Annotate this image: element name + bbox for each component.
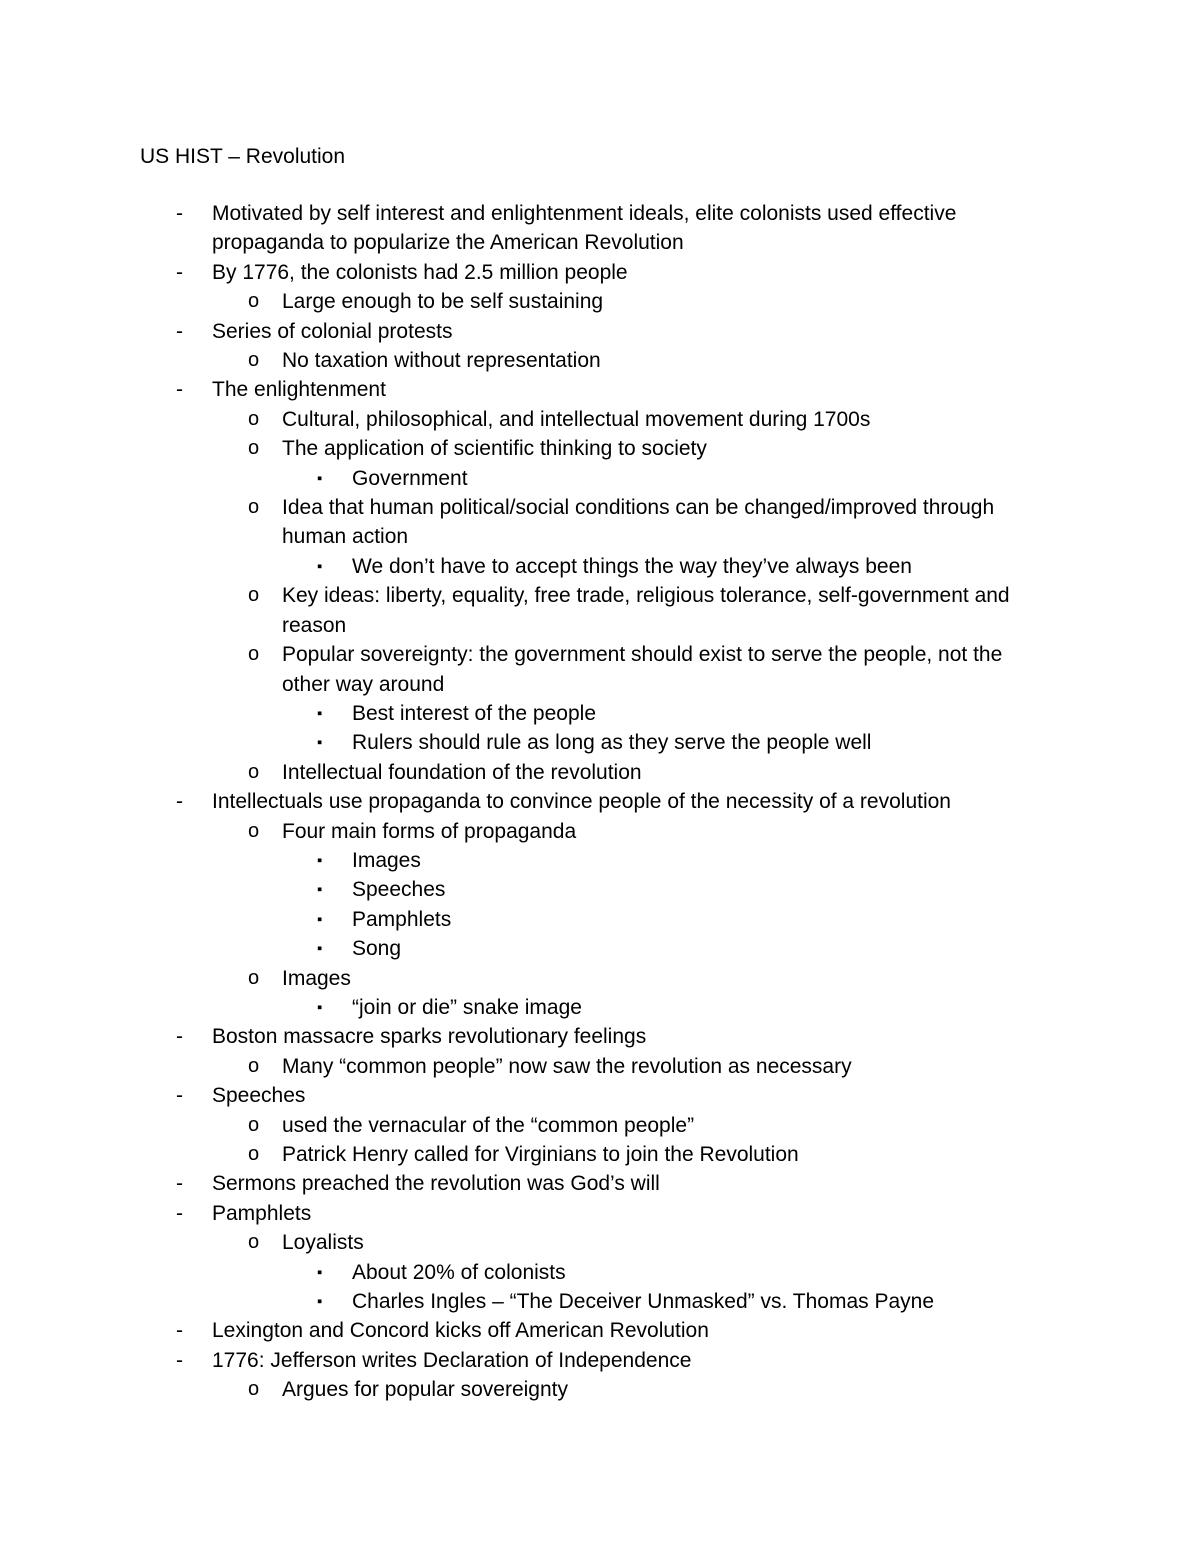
list-item-text: Intellectuals use propaganda to convince people of the necessity of a revolution xyxy=(212,790,951,814)
list-item-text: Four main forms of propaganda xyxy=(282,819,577,843)
square-bullet-icon: ▪ xyxy=(317,734,323,752)
list-item-text: Rulers should rule as long as they serve the people well xyxy=(352,731,872,755)
circle-bullet-icon: o xyxy=(248,290,260,313)
square-bullet-icon: ▪ xyxy=(317,881,323,899)
list-item-text: Boston massacre sparks revolutionary feelings xyxy=(212,1025,647,1049)
list-item-text: used the vernacular of the “common people” xyxy=(282,1113,695,1137)
list-item xyxy=(0,1287,1200,1316)
list-item-text: By 1776, the colonists had 2.5 million people xyxy=(212,260,628,284)
list-item xyxy=(0,258,1200,287)
list-item xyxy=(0,493,1200,552)
list-item-text: Lexington and Concord kicks off American Revolution xyxy=(212,1319,709,1343)
square-bullet-icon: ▪ xyxy=(317,1263,323,1281)
list-item-text: Government xyxy=(352,466,468,490)
list-item xyxy=(0,640,1200,699)
list-item-text: Idea that human political/social conditions can be changed/improved through human action xyxy=(282,496,995,549)
dash-bullet-icon: - xyxy=(176,1084,183,1108)
list-item xyxy=(0,199,1200,258)
list-item xyxy=(0,787,1200,816)
list-item-text: Popular sovereignty: the government should exist to serve the people, not the other way around xyxy=(282,643,1003,696)
list-item-text: Images xyxy=(282,966,351,990)
dash-bullet-icon: - xyxy=(176,319,183,343)
dash-bullet-icon: - xyxy=(176,202,183,225)
square-bullet-icon: ▪ xyxy=(317,851,323,869)
circle-bullet-icon: o xyxy=(248,437,260,460)
list-item-text: Pamphlets xyxy=(352,907,452,931)
circle-bullet-icon: o xyxy=(248,819,260,842)
list-item xyxy=(0,346,1200,375)
list-item-text: Patrick Henry called for Virginians to join the Revolution xyxy=(282,1143,799,1166)
dash-bullet-icon: - xyxy=(176,1348,183,1372)
list-item xyxy=(0,1228,1200,1257)
list-item xyxy=(0,1258,1200,1287)
list-item-text: Speeches xyxy=(212,1084,306,1108)
list-item xyxy=(0,1022,1200,1051)
list-item xyxy=(0,934,1200,963)
dash-bullet-icon: - xyxy=(176,260,183,284)
square-bullet-icon: ▪ xyxy=(317,557,323,575)
list-item-text: Sermons preached the revolution was God’s will xyxy=(212,1172,660,1196)
circle-bullet-icon: o xyxy=(248,349,260,372)
list-item-text: Images xyxy=(352,848,421,872)
list-item-text: Charles Ingles – “The Deceiver Unmasked” vs. Thomas Payne xyxy=(352,1290,935,1314)
list-item-text: Argues for popular sovereignty xyxy=(282,1378,568,1402)
circle-bullet-icon: o xyxy=(248,584,260,607)
circle-bullet-icon: o xyxy=(248,1143,260,1165)
circle-bullet-icon: o xyxy=(248,496,260,519)
circle-bullet-icon: o xyxy=(248,1054,260,1077)
list-item-text: We don’t have to accept things the way they’ve always been xyxy=(352,554,912,578)
list-item xyxy=(0,317,1200,346)
list-item xyxy=(0,1052,1200,1081)
list-item xyxy=(0,758,1200,787)
circle-bullet-icon: o xyxy=(248,966,260,989)
list-item xyxy=(0,552,1200,581)
list-item xyxy=(0,405,1200,434)
list-item xyxy=(0,993,1200,1022)
list-item xyxy=(0,434,1200,463)
square-bullet-icon: ▪ xyxy=(317,940,323,958)
circle-bullet-icon: o xyxy=(248,760,260,783)
list-item-text: Key ideas: liberty, equality, free trade, religious tolerance, self-government and reason xyxy=(282,584,1010,637)
square-bullet-icon: ▪ xyxy=(317,469,323,487)
list-item-text: Song xyxy=(352,937,402,961)
list-item xyxy=(0,1140,1200,1169)
circle-bullet-icon: o xyxy=(248,643,260,666)
dash-bullet-icon: - xyxy=(176,1172,183,1196)
square-bullet-icon: ▪ xyxy=(317,998,323,1016)
list-item-text: Cultural, philosophical, and intellectual movement during 1700s xyxy=(282,407,871,431)
list-item-text: Intellectual foundation of the revolution xyxy=(282,760,642,784)
list-item-text: “join or die” snake image xyxy=(352,995,582,1019)
circle-bullet-icon: o xyxy=(248,1113,260,1136)
list-item xyxy=(0,1199,1200,1228)
list-item xyxy=(0,1375,1200,1404)
list-item-text: About 20% of colonists xyxy=(352,1260,566,1284)
dash-bullet-icon: - xyxy=(176,378,183,402)
list-item-text: Pamphlets xyxy=(212,1201,312,1225)
list-item xyxy=(0,1081,1200,1110)
list-item xyxy=(0,287,1200,316)
list-item-text: Speeches xyxy=(352,878,446,902)
notes-list xyxy=(0,199,1200,1405)
list-item-text: Many “common people” now saw the revolution as necessary xyxy=(282,1054,852,1078)
list-item-text: The enlightenment xyxy=(212,378,386,402)
circle-bullet-icon: o xyxy=(248,407,260,430)
square-bullet-icon: ▪ xyxy=(317,1293,323,1311)
list-item xyxy=(0,728,1200,757)
list-item xyxy=(0,1111,1200,1140)
list-item-text: Best interest of the people xyxy=(352,701,596,725)
list-item-text: No taxation without representation xyxy=(282,349,601,373)
document-title: US HIST – Revolution xyxy=(140,145,346,168)
list-item xyxy=(0,817,1200,846)
list-item xyxy=(0,464,1200,493)
list-item xyxy=(0,699,1200,728)
circle-bullet-icon: o xyxy=(248,1378,260,1401)
dash-bullet-icon: - xyxy=(176,1319,183,1343)
list-item-text: Loyalists xyxy=(282,1231,364,1255)
list-item xyxy=(0,581,1200,640)
list-item xyxy=(0,1316,1200,1345)
list-item xyxy=(0,846,1200,875)
list-item-text: Large enough to be self sustaining xyxy=(282,290,604,314)
circle-bullet-icon: o xyxy=(248,1231,260,1254)
list-item xyxy=(0,964,1200,993)
dash-bullet-icon: - xyxy=(176,1201,183,1225)
dash-bullet-icon: - xyxy=(176,1025,183,1049)
list-item-text: 1776: Jefferson writes Declaration of Independence xyxy=(212,1348,692,1372)
list-item xyxy=(0,875,1200,904)
list-item-text: Series of colonial protests xyxy=(212,319,453,343)
square-bullet-icon: ▪ xyxy=(317,910,323,928)
square-bullet-icon: ▪ xyxy=(317,704,323,722)
list-item xyxy=(0,375,1200,404)
list-item xyxy=(0,1346,1200,1375)
list-item xyxy=(0,1169,1200,1198)
dash-bullet-icon: - xyxy=(176,790,183,814)
list-item-text: The application of scientific thinking to society xyxy=(282,437,707,461)
list-item xyxy=(0,905,1200,934)
list-item-text: Motivated by self interest and enlightenment ideals, elite colonists used effective propaganda to popularize the American Revolution xyxy=(212,202,957,255)
